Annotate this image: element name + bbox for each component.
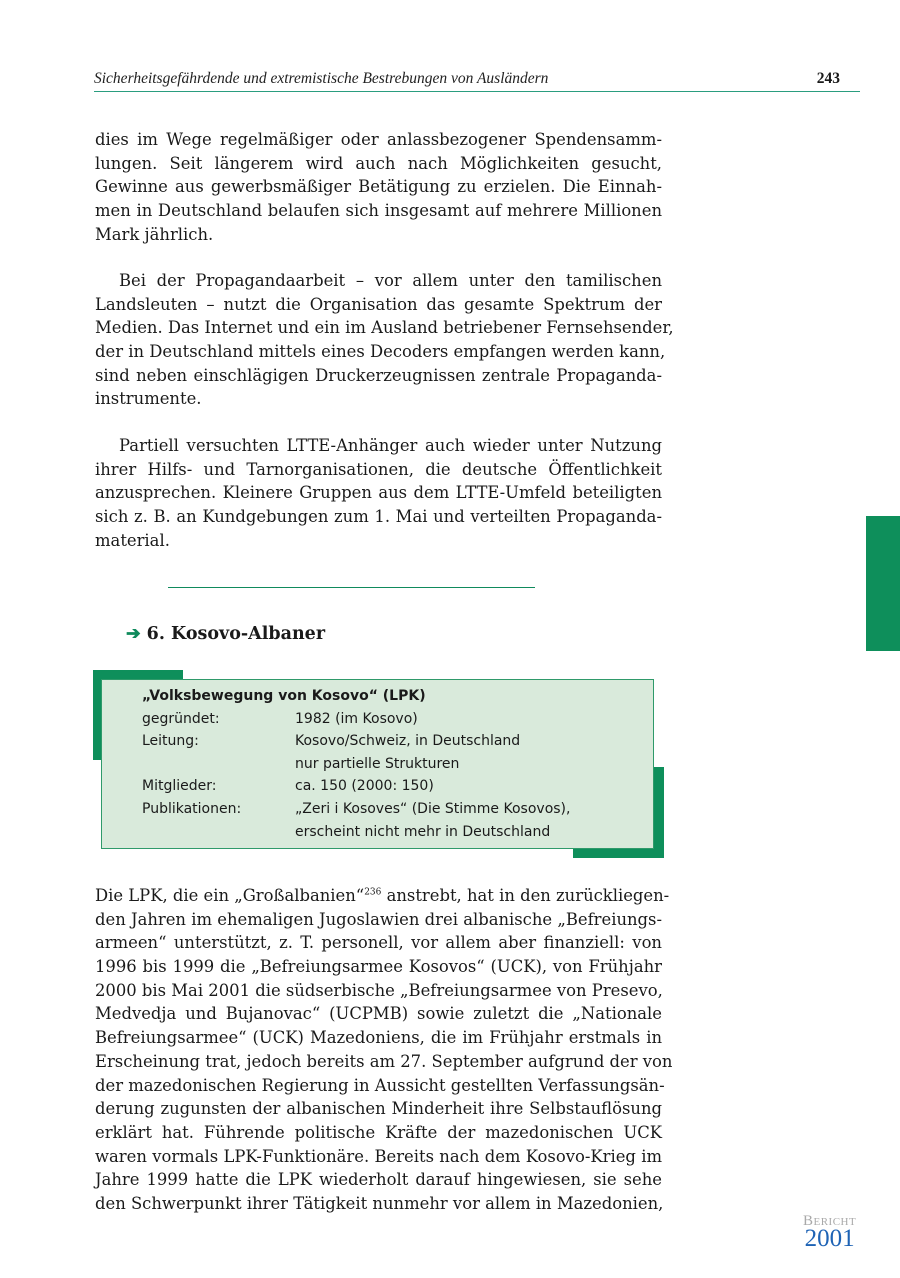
text-line: Mark jährlich. bbox=[95, 224, 214, 244]
text-line: Befreiungsarmee“ (UCK) Mazedoniens, die im Frühjahr erstmals in bbox=[95, 1028, 662, 1048]
info-value: nur partielle Strukturen bbox=[295, 755, 460, 772]
header-title: Sicherheitsgefährdende und extremistische Bestrebungen von Ausländern bbox=[94, 70, 549, 87]
info-value: erscheint nicht mehr in Deutschland bbox=[295, 823, 551, 840]
text-line: anzusprechen. Kleinere Gruppen aus dem LTTE-Umfeld beteiligten bbox=[95, 483, 662, 503]
text-line: erklärt hat. Führende politische Kräfte der mazedonischen UCK bbox=[95, 1122, 662, 1142]
text-line: Medien. Das Internet und ein im Ausland betriebener Fernsehsender, bbox=[95, 318, 674, 338]
text-line: Bei der Propagandaarbeit – vor allem unter den tamilischen bbox=[119, 271, 662, 290]
info-value: ca. 150 (2000: 150) bbox=[295, 778, 434, 795]
info-value: Kosovo/Schweiz, in Deutschland bbox=[295, 733, 521, 750]
info-row bbox=[142, 708, 653, 731]
text-line: den Schwerpunkt ihrer Tätigkeit nunmehr vor allem in Mazedonien, bbox=[95, 1193, 664, 1213]
logo-word: Bericht bbox=[803, 1213, 857, 1229]
info-label: Publikationen: bbox=[142, 800, 242, 817]
paragraph-2 bbox=[95, 269, 674, 411]
info-row bbox=[142, 821, 653, 844]
chapter-tab bbox=[866, 516, 900, 651]
footnote-ref[interactable]: 236 bbox=[364, 887, 382, 898]
text-line: Die LPK, die ein „Großalbanien“$^{236}$ anstrebt, hat in den zurückliegen- bbox=[95, 886, 670, 905]
section-heading bbox=[126, 624, 325, 644]
text-line: Landsleuten – nutzt die Organisation das gesamte Spektrum der bbox=[95, 294, 662, 314]
paragraph-1 bbox=[95, 128, 662, 246]
info-row bbox=[142, 753, 653, 776]
text-line: instrumente. bbox=[95, 389, 202, 409]
info-label bbox=[142, 753, 295, 776]
info-row bbox=[142, 798, 653, 821]
info-label: Leitung: bbox=[142, 733, 199, 750]
text-line: armeen“ unterstützt, z. T. personell, vor allem aber finanziell: von bbox=[95, 933, 662, 953]
text-line: lungen. Seit längerem wird auch nach Möglichkeiten gesucht, bbox=[95, 153, 662, 173]
info-box-title: „Volksbewegung von Kosovo“ (LPK) bbox=[142, 688, 426, 704]
arrow-right-icon: ➔ bbox=[126, 624, 141, 644]
text-line: 1996 bis 1999 die „Befreiungsarmee Kosovos“ (UCK), von Frühjahr bbox=[95, 957, 662, 977]
section-divider bbox=[168, 587, 535, 588]
running-header bbox=[94, 70, 860, 92]
text-line: dies im Wege regelmäßiger oder anlassbezogener Spendensamm- bbox=[95, 130, 662, 149]
info-label bbox=[142, 821, 295, 844]
paragraph-4 bbox=[95, 884, 673, 1216]
info-value: „Zeri i Kosoves“ (Die Stimme Kosovos), bbox=[295, 800, 571, 817]
info-label: Mitglieder: bbox=[142, 778, 217, 795]
text-line: der mazedonischen Regierung in Aussicht gestellten Verfassungsän- bbox=[95, 1075, 665, 1095]
text-line: men in Deutschland belaufen sich insgesamt auf mehrere Millionen bbox=[95, 201, 662, 221]
paragraph-3 bbox=[95, 434, 662, 552]
text-line: sind neben einschlägigen Druckerzeugnissen zentrale Propaganda- bbox=[95, 365, 662, 385]
info-value: 1982 (im Kosovo) bbox=[295, 710, 418, 727]
text-line: 2000 bis Mai 2001 die südserbische „Befreiungsarmee von Presevo, bbox=[95, 980, 663, 1000]
text-line: Medvedja und Bujanovac“ (UCPMB) sowie zuletzt die „Nationale bbox=[95, 1004, 662, 1024]
text-line: Jahre 1999 hatte die LPK wiederholt darauf hingewiesen, sie sehe bbox=[95, 1170, 662, 1190]
text-line: sich z. B. an Kundgebungen zum 1. Mai und verteilten Propaganda- bbox=[95, 507, 662, 527]
text-line: Partiell versuchten LTTE-Anhänger auch wieder unter Nutzung bbox=[119, 436, 662, 455]
text-line: material. bbox=[95, 530, 170, 550]
page-number: 243 bbox=[816, 70, 840, 87]
text-line: Erscheinung trat, jedoch bereits am 27. September aufgrund der von bbox=[95, 1051, 673, 1071]
section-title: 6. Kosovo-Albaner bbox=[146, 624, 326, 644]
report-logo bbox=[803, 1214, 856, 1250]
text-line: waren vormals LPK-Funktionäre. Bereits nach dem Kosovo-Krieg im bbox=[95, 1146, 662, 1166]
text-line: ihrer Hilfs- und Tarnorganisationen, die deutsche Öffentlichkeit bbox=[95, 459, 662, 479]
info-row bbox=[142, 775, 653, 798]
info-label: gegründet: bbox=[142, 710, 220, 727]
info-row bbox=[142, 730, 653, 753]
info-box bbox=[101, 679, 654, 849]
text-line: Gewinne aus gewerbsmäßiger Betätigung zu erzielen. Die Einnah- bbox=[95, 177, 662, 197]
logo-year: 2001 bbox=[804, 1225, 855, 1252]
text-line: der in Deutschland mittels eines Decoders empfangen werden kann, bbox=[95, 342, 666, 362]
text-line: den Jahren im ehemaligen Jugoslawien drei albanische „Befreiungs- bbox=[95, 909, 662, 929]
text-line: derung zugunsten der albanischen Minderheit ihre Selbstauflösung bbox=[95, 1099, 662, 1119]
